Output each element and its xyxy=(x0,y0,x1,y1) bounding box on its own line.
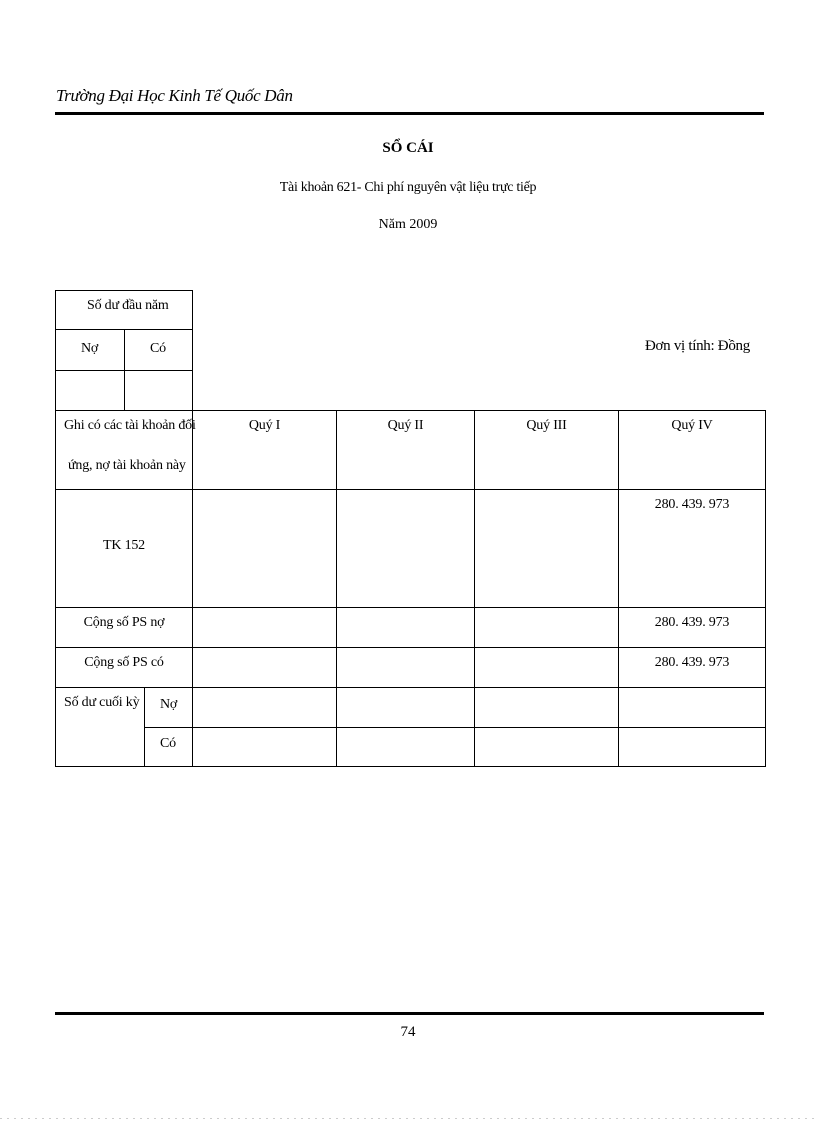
quarter-2-header: Quý II xyxy=(387,418,424,433)
header-rule xyxy=(55,112,764,115)
footer-rule xyxy=(55,1012,764,1015)
total-credit-q4-value: 280. 439. 973 xyxy=(654,655,730,670)
grid-line xyxy=(55,607,766,608)
account-subtitle: Tài khoản 621- Chi phí nguyên vật liệu trực tiếp xyxy=(279,180,537,195)
total-debit-q4-value: 280. 439. 973 xyxy=(654,615,730,630)
grid-line xyxy=(55,687,766,688)
unit-label: Đơn vị tính: Đồng xyxy=(645,338,750,354)
grid-line xyxy=(765,410,766,767)
total-credit-label: Cộng số PS có xyxy=(84,655,164,670)
grid-line xyxy=(124,329,125,410)
grid-line xyxy=(55,766,766,767)
grid-line xyxy=(55,647,766,648)
grid-line xyxy=(192,410,193,767)
opening-credit-label: Có xyxy=(150,341,166,356)
closing-debit-label: Nợ xyxy=(160,697,178,712)
account-tk152: TK 152 xyxy=(103,538,145,553)
grid-line xyxy=(55,489,766,490)
quarter-1-header: Quý I xyxy=(248,418,281,433)
school-name: Trường Đại Học Kinh Tế Quốc Dân xyxy=(56,86,293,105)
opening-debit-label: Nợ xyxy=(81,341,99,356)
page-title: SỔ CÁI xyxy=(382,140,434,156)
quarter-4-header: Quý IV xyxy=(671,418,713,433)
opening-balance-label: Số dư đầu năm xyxy=(87,298,169,313)
account-header-line2: ứng, nợ tài khoản này xyxy=(68,458,186,473)
closing-balance-label: Số dư cuối kỳ xyxy=(64,695,140,710)
grid-line xyxy=(144,687,145,767)
total-debit-label: Cộng số PS nợ xyxy=(83,615,165,630)
grid-line xyxy=(55,290,56,410)
page-number: 74 xyxy=(400,1024,416,1040)
grid-line xyxy=(474,410,475,767)
grid-line xyxy=(55,410,56,767)
tk152-q4-value: 280. 439. 973 xyxy=(654,497,730,512)
grid-line xyxy=(144,727,766,728)
closing-credit-label: Có xyxy=(160,736,176,751)
grid-line xyxy=(55,290,193,291)
year-label: Năm 2009 xyxy=(378,217,438,232)
grid-line xyxy=(618,410,619,767)
quarter-3-header: Quý III xyxy=(526,418,567,433)
grid-line xyxy=(192,290,193,410)
page-edge-dots xyxy=(0,1118,816,1119)
account-header-line1: Ghi có các tài khoản đối xyxy=(64,418,196,433)
grid-line xyxy=(336,410,337,767)
grid-line xyxy=(55,410,766,411)
